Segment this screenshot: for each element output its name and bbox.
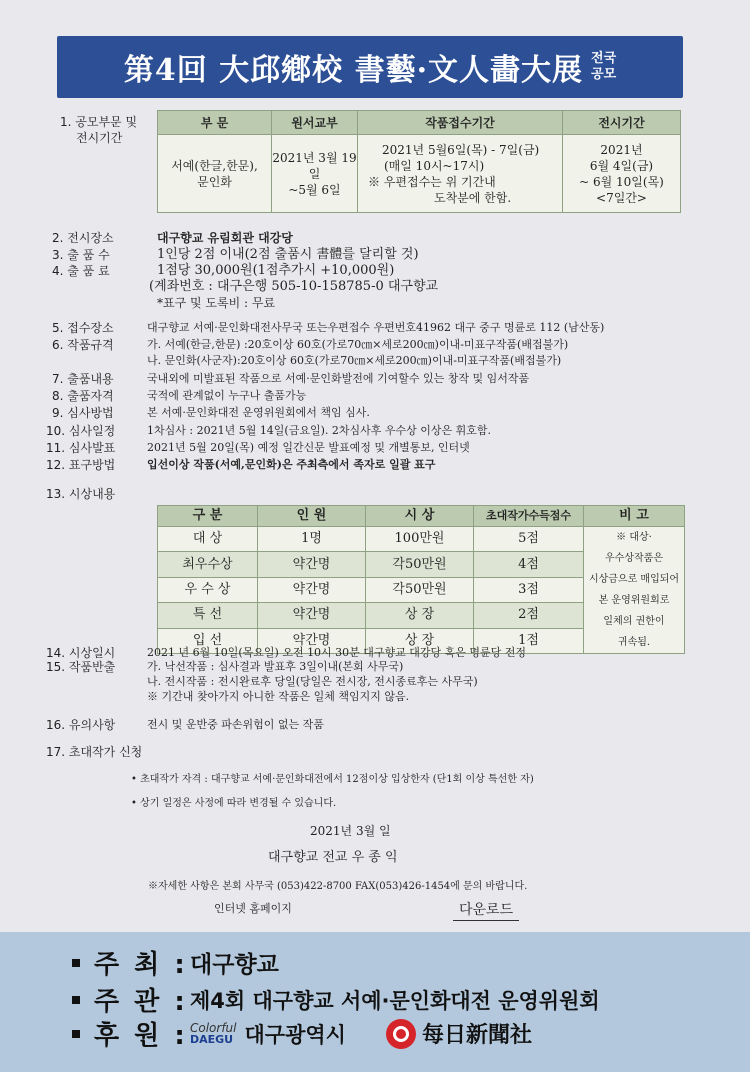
poster-title: 第4回 大邱鄕校 書藝·文人畵大展 xyxy=(123,53,584,88)
table-cell: 약간명 xyxy=(258,552,366,577)
section-3-label: 3. 출 품 수 xyxy=(52,248,110,262)
table-cell: 약간명 xyxy=(258,603,366,628)
schedule-table xyxy=(157,110,681,213)
table-header: 부 문 xyxy=(158,111,272,135)
section-15-value-2: 나. 전시작품 : 전시완료후 당일(당일은 전시장, 전시종료후는 사무국) xyxy=(147,675,478,688)
section-11-label: 11. 심사발표 xyxy=(46,441,116,455)
section-11-value: 2021년 5월 20일(목) 예정 일간신문 발표예정 및 개별통보, 인터넷 xyxy=(147,441,470,454)
table-cell: 5점 xyxy=(474,527,584,552)
table-header: 원서교부 xyxy=(272,111,358,135)
footer-organizer: 주 관 : 제4회 대구향교 서예·문인화대전 운영위원회 xyxy=(72,981,600,1018)
section-12-value: 입선이상 작품(서예,문인화)은 주최측에서 족자로 일괄 표구 xyxy=(147,458,436,471)
square-bullet-icon xyxy=(72,996,80,1004)
table-header: 비 고 xyxy=(584,506,685,527)
section-16-value: 전시 및 운반중 파손위험이 없는 작품 xyxy=(147,718,324,731)
download-link[interactable]: 다운로드 xyxy=(453,899,519,921)
section-15-value-3: ※ 기간내 찾아가지 아니한 작품은 일체 책임지지 않음. xyxy=(147,690,410,703)
table-cell: 2점 xyxy=(474,603,584,628)
homepage-label: 인터넷 홈페이지 xyxy=(214,902,292,915)
table-cell: 약간명 xyxy=(258,577,366,602)
table-cell: 4점 xyxy=(474,552,584,577)
section-4-value-2: (계좌번호 : 대구은행 505-10-158785-0 대구향교 xyxy=(149,279,439,294)
table-cell: 우 수 상 xyxy=(158,577,258,602)
issue-date: 2021년 3월 일 xyxy=(310,824,391,838)
square-bullet-icon xyxy=(72,1030,80,1038)
table-cell: 특 선 xyxy=(158,603,258,628)
table-header: 인 원 xyxy=(258,506,366,527)
table-cell: 최우수상 xyxy=(158,552,258,577)
title-banner xyxy=(57,36,683,98)
section-15-label: 15. 작품반출 xyxy=(46,660,116,674)
section-17-value-1: • 초대작가 자격 : 대구향교 서예·문인화대전에서 12점이상 입상한자 (단1회 이상 특선한 자) xyxy=(131,774,534,785)
section-17-label: 17. 초대작가 신청 xyxy=(46,745,143,759)
section-5-label: 5. 접수장소 xyxy=(52,321,114,335)
section-15-value-1: 가. 낙선작품 : 심사결과 발표후 3일이내(본회 사무국) xyxy=(147,660,404,673)
table-cell: 입 선 xyxy=(158,628,258,653)
awards-note: ※ 대상· 우수상작품은 시상금으로 매입되어 본 운영위원회로 일체의 권한이 귀속됨. xyxy=(584,527,685,654)
section-1-label-2: 전시기간 xyxy=(76,131,123,145)
signatory: 대구향교 전교 우 종 익 xyxy=(268,850,398,865)
table-header: 전시기간 xyxy=(563,111,681,135)
section-14-value: 2021 년 6월 10일(목요일) 오전 10시 30분 대구향교 대강당 혹은 명륜당 전정 xyxy=(147,646,527,659)
section-8-label: 8. 출품자격 xyxy=(52,389,114,403)
section-14-label: 14. 시상일시 xyxy=(46,646,116,660)
table-cell-category: 서예(한글,한문), 문인화 xyxy=(158,135,272,213)
section-4-value-3: *표구 및 도록비 : 무료 xyxy=(157,296,276,310)
contact-info: ※자세한 사항은 본회 사무국 (053)422-8700 FAX(053)426-1454에 문의 바랍니다. xyxy=(148,881,528,892)
section-12-label: 12. 표구방법 xyxy=(46,458,116,472)
banner-subtitle: 전국 공모 xyxy=(591,51,617,82)
section-6-label: 6. 작품규격 xyxy=(52,338,114,352)
table-header: 초대작가수득점수 xyxy=(474,506,584,527)
section-3-value: 1인당 2점 이내(2점 출품시 書體를 달리할 것) xyxy=(157,247,419,262)
table-cell: 100만원 xyxy=(366,527,474,552)
section-16-label: 16. 유의사항 xyxy=(46,718,116,732)
section-10-value: 1차심사 : 2021년 5월 14일(금요일). 2차심사후 우수상 이상은 휘호함. xyxy=(147,424,492,437)
awards-table xyxy=(157,505,685,654)
section-7-value: 국내외에 미발표된 작품으로 서예·문인화발전에 기여할수 있는 창작 및 임서작품 xyxy=(147,372,530,385)
table-cell: 1점 xyxy=(474,628,584,653)
footer-sponsor: 후 원 : Colorful DAEGU 대구광역시 每日新聞社 xyxy=(72,1015,532,1052)
section-6-value-2: 나. 문인화(사군자):20호이상 60호(가로70㎝×세로200㎝)이내-미표구작품(배접불가) xyxy=(147,354,562,367)
section-10-label: 10. 심사일정 xyxy=(46,424,116,438)
section-8-value: 국적에 관계없이 누구나 출품가능 xyxy=(147,389,307,402)
section-6-value-1: 가. 서예(한글,한문) :20호이상 60호(가로70㎝×세로200㎝)이내-미표구작품(배접불가) xyxy=(147,338,569,351)
section-9-label: 9. 심사방법 xyxy=(52,406,114,420)
table-cell: 각50만원 xyxy=(366,577,474,602)
table-cell-submission: 2021년 5월6일(목) - 7일(금) (매일 10시~17시) ※ 우편접수는 위 기간내 도착분에 한함. xyxy=(358,135,563,213)
table-header: 작품접수기간 xyxy=(358,111,563,135)
section-2-label: 2. 전시장소 xyxy=(52,231,114,245)
table-cell: 대 상 xyxy=(158,527,258,552)
section-9-value: 본 서예·문인화대전 운영위원회에서 책임 심사. xyxy=(147,406,370,419)
colorful-daegu-logo: Colorful DAEGU xyxy=(190,1020,237,1046)
table-cell-exhibition: 2021년 6월 4일(금) ~ 6월 10일(목) <7일간> xyxy=(563,135,681,213)
section-1-label: 1. 공모부문 및 xyxy=(60,115,138,129)
table-cell: 상 장 xyxy=(366,603,474,628)
square-bullet-icon xyxy=(72,959,80,967)
section-17-value-2: • 상기 일정은 사정에 따라 변경될 수 있습니다. xyxy=(131,798,337,809)
section-13-label: 13. 시상내용 xyxy=(46,487,116,501)
footer-band xyxy=(0,932,750,1072)
table-cell: 약간명 xyxy=(258,628,366,653)
table-cell: 각50만원 xyxy=(366,552,474,577)
section-5-value: 대구향교 서예·문인화대전사무국 또는우편접수 우편번호41962 대구 중구 명륜로 112 (남산동) xyxy=(147,321,605,334)
table-cell: 1명 xyxy=(258,527,366,552)
section-4-value-1: 1점당 30,000원(1점추가시 +10,000원) xyxy=(157,263,395,278)
section-7-label: 7. 출품내용 xyxy=(52,372,114,386)
table-cell: 3점 xyxy=(474,577,584,602)
footer-host: 주 최 : 대구향교 xyxy=(72,944,279,981)
section-2-value: 대구향교 유림회관 대강당 xyxy=(157,231,293,245)
maeil-logo-icon xyxy=(386,1019,416,1049)
section-4-label: 4. 출 품 료 xyxy=(52,264,110,278)
table-cell-application: 2021년 3월 19일 ~5월 6일 xyxy=(272,135,358,213)
table-header: 구 분 xyxy=(158,506,258,527)
table-cell: 상 장 xyxy=(366,628,474,653)
table-header: 시 상 xyxy=(366,506,474,527)
